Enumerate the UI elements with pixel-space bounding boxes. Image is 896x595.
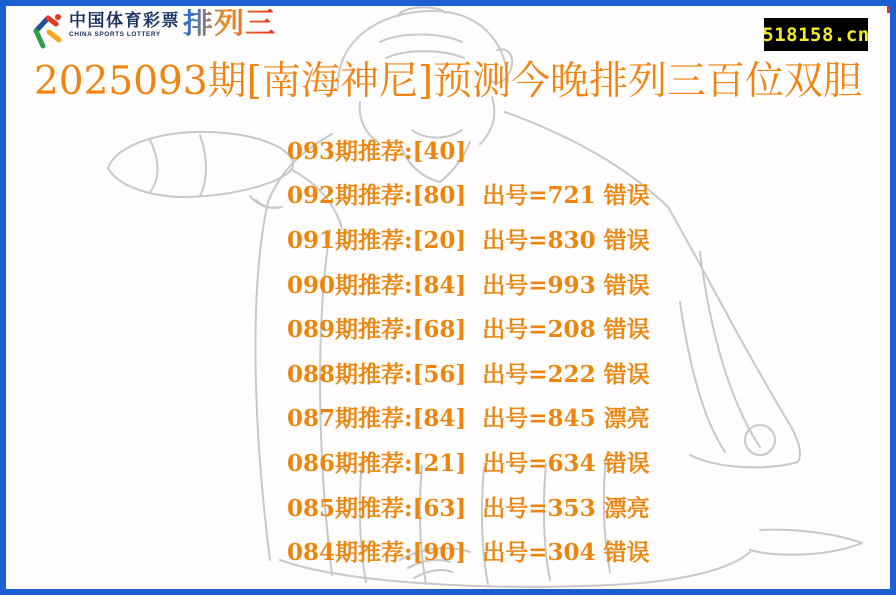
prediction-row [287, 439, 650, 484]
prediction-row [287, 172, 650, 217]
prediction-row [287, 216, 650, 261]
prediction-row [287, 484, 650, 529]
brand-name-en: CHINA SPORTS LOTTERY [69, 31, 161, 38]
prediction-text: 084期推荐:[90] 出号=304 错误 [287, 539, 650, 567]
prediction-text: 085期推荐:[63] 出号=353 漂亮 [287, 494, 650, 522]
prediction-row [287, 528, 650, 573]
prediction-row [287, 350, 650, 395]
prediction-text: 088期推荐:[56] 出号=222 错误 [287, 360, 650, 388]
game-name: 排列三 [183, 6, 276, 41]
prediction-text: 093期推荐:[40] [287, 137, 467, 165]
site-badge [764, 18, 868, 51]
prediction-row [287, 305, 650, 350]
prediction-row [287, 261, 650, 306]
page-title: 2025093期[南海神尼]预测今晚排列三百位双胆 [33, 59, 863, 104]
site-badge-text: 518158.cn [762, 23, 870, 46]
prediction-list [287, 127, 650, 573]
prediction-text: 089期推荐:[68] 出号=208 错误 [287, 316, 650, 344]
prediction-text: 092期推荐:[80] 出号=721 错误 [287, 182, 650, 210]
sports-lottery-figure-icon [28, 13, 64, 51]
prediction-text: 086期推荐:[21] 出号=634 错误 [287, 449, 650, 477]
prediction-text: 091期推荐:[20] 出号=830 错误 [287, 226, 650, 254]
sports-lottery-logo [28, 6, 276, 51]
prediction-text: 090期推荐:[84] 出号=993 错误 [287, 271, 650, 299]
corner-marker [887, 0, 896, 13]
brand-name-cn: 中国体育彩票 [69, 11, 180, 30]
prediction-row [287, 127, 650, 172]
prediction-text: 087期推荐:[84] 出号=845 漂亮 [287, 405, 650, 433]
prediction-row [287, 395, 650, 440]
logo-text [69, 11, 180, 39]
